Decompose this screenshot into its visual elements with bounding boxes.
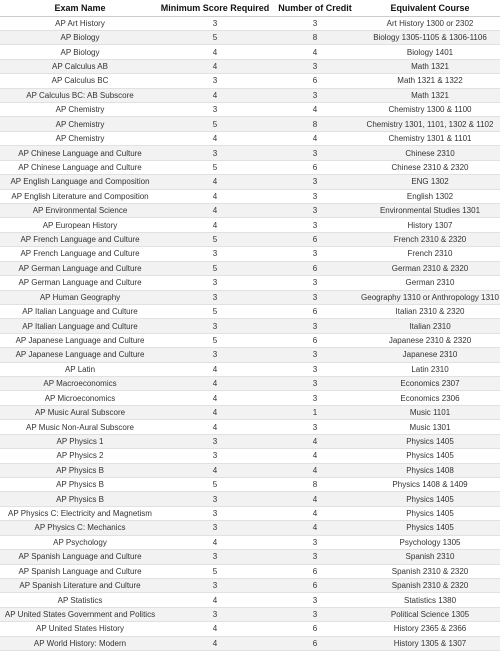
number-of-credit-cell: 3 (270, 88, 360, 102)
number-of-credit-cell: 3 (270, 607, 360, 621)
table-row (0, 30, 500, 44)
table-row (0, 247, 500, 261)
equivalent-course-cell: Geography 1310 or Anthropology 1310 (360, 290, 500, 304)
table-row (0, 319, 500, 333)
table-row (0, 377, 500, 391)
table-row (0, 506, 500, 520)
number-of-credit-cell: 4 (270, 506, 360, 520)
header-exam-name: Exam Name (0, 0, 160, 16)
minimum-score-cell: 4 (160, 377, 270, 391)
equivalent-course-cell: Environmental Studies 1301 (360, 203, 500, 217)
number-of-credit-cell: 8 (270, 117, 360, 131)
number-of-credit-cell: 3 (270, 175, 360, 189)
equivalent-course-cell: Chemistry 1301, 1101, 1302 & 1102 (360, 117, 500, 131)
number-of-credit-cell: 3 (270, 362, 360, 376)
number-of-credit-cell: 6 (270, 232, 360, 246)
exam-name-cell: AP French Language and Culture (0, 232, 160, 246)
minimum-score-cell: 3 (160, 434, 270, 448)
minimum-score-cell: 4 (160, 420, 270, 434)
exam-name-cell: AP Human Geography (0, 290, 160, 304)
exam-name-cell: AP German Language and Culture (0, 261, 160, 275)
table-row (0, 550, 500, 564)
table-row (0, 131, 500, 145)
table-row (0, 521, 500, 535)
table-row (0, 420, 500, 434)
exam-name-cell: AP Statistics (0, 593, 160, 607)
exam-name-cell: AP Italian Language and Culture (0, 304, 160, 318)
number-of-credit-cell: 3 (270, 391, 360, 405)
table-row (0, 88, 500, 102)
table-row (0, 463, 500, 477)
number-of-credit-cell: 6 (270, 304, 360, 318)
number-of-credit-cell: 6 (270, 636, 360, 650)
equivalent-course-cell: Math 1321 (360, 59, 500, 73)
table-row (0, 16, 500, 30)
table-row (0, 59, 500, 73)
number-of-credit-cell: 3 (270, 535, 360, 549)
equivalent-course-cell: Spanish 2310 & 2320 (360, 564, 500, 578)
table-row (0, 175, 500, 189)
exam-name-cell: AP German Language and Culture (0, 276, 160, 290)
table-row (0, 622, 500, 636)
exam-name-cell: AP Biology (0, 45, 160, 59)
table-row (0, 564, 500, 578)
minimum-score-cell: 5 (160, 304, 270, 318)
exam-name-cell: AP French Language and Culture (0, 247, 160, 261)
table-row (0, 362, 500, 376)
table-row (0, 607, 500, 621)
minimum-score-cell: 4 (160, 45, 270, 59)
minimum-score-cell: 3 (160, 348, 270, 362)
minimum-score-cell: 4 (160, 88, 270, 102)
number-of-credit-cell: 3 (270, 319, 360, 333)
exam-name-cell: AP Spanish Language and Culture (0, 550, 160, 564)
minimum-score-cell: 4 (160, 535, 270, 549)
minimum-score-cell: 4 (160, 189, 270, 203)
header-equivalent-course: Equivalent Course (360, 0, 500, 16)
exam-name-cell: AP Calculus BC: AB Subscore (0, 88, 160, 102)
equivalent-course-cell: Political Science 1305 (360, 607, 500, 621)
minimum-score-cell: 4 (160, 59, 270, 73)
minimum-score-cell: 5 (160, 160, 270, 174)
minimum-score-cell: 3 (160, 550, 270, 564)
equivalent-course-cell: German 2310 (360, 276, 500, 290)
minimum-score-cell: 4 (160, 593, 270, 607)
equivalent-course-cell: History 1307 (360, 218, 500, 232)
exam-name-cell: AP Calculus BC (0, 74, 160, 88)
table-row (0, 578, 500, 592)
equivalent-course-cell: Biology 1305-1105 & 1306-1106 (360, 30, 500, 44)
exam-name-cell: AP United States Government and Politics (0, 607, 160, 621)
number-of-credit-cell: 3 (270, 550, 360, 564)
number-of-credit-cell: 6 (270, 261, 360, 275)
number-of-credit-cell: 6 (270, 333, 360, 347)
header-number-of-credit: Number of Credit (270, 0, 360, 16)
equivalent-course-cell: Physics 1405 (360, 492, 500, 506)
number-of-credit-cell: 8 (270, 30, 360, 44)
exam-name-cell: AP Physics 2 (0, 449, 160, 463)
table-row (0, 218, 500, 232)
exam-name-cell: AP Chemistry (0, 131, 160, 145)
table-row (0, 449, 500, 463)
minimum-score-cell: 5 (160, 333, 270, 347)
equivalent-course-cell: Chemistry 1301 & 1101 (360, 131, 500, 145)
minimum-score-cell: 3 (160, 290, 270, 304)
table-row (0, 333, 500, 347)
exam-name-cell: AP Microeconomics (0, 391, 160, 405)
number-of-credit-cell: 3 (270, 377, 360, 391)
exam-name-cell: AP Chemistry (0, 103, 160, 117)
equivalent-course-cell: Physics 1405 (360, 521, 500, 535)
header-minimum-score: Minimum Score Required (160, 0, 270, 16)
minimum-score-cell: 3 (160, 103, 270, 117)
exam-name-cell: AP Japanese Language and Culture (0, 333, 160, 347)
minimum-score-cell: 4 (160, 405, 270, 419)
minimum-score-cell: 4 (160, 175, 270, 189)
equivalent-course-cell: Physics 1408 & 1409 (360, 478, 500, 492)
equivalent-course-cell: Physics 1405 (360, 449, 500, 463)
number-of-credit-cell: 3 (270, 146, 360, 160)
minimum-score-cell: 4 (160, 203, 270, 217)
table-row (0, 103, 500, 117)
number-of-credit-cell: 4 (270, 103, 360, 117)
table-row (0, 348, 500, 362)
equivalent-course-cell: History 2365 & 2366 (360, 622, 500, 636)
minimum-score-cell: 3 (160, 578, 270, 592)
exam-name-cell: AP Macroeconomics (0, 377, 160, 391)
equivalent-course-cell: Biology 1401 (360, 45, 500, 59)
exam-name-cell: AP Chemistry (0, 117, 160, 131)
minimum-score-cell: 3 (160, 247, 270, 261)
exam-name-cell: AP Environmental Science (0, 203, 160, 217)
number-of-credit-cell: 3 (270, 218, 360, 232)
table-row (0, 434, 500, 448)
equivalent-course-cell: Economics 2306 (360, 391, 500, 405)
equivalent-course-cell: ENG 1302 (360, 175, 500, 189)
table-row (0, 636, 500, 650)
table-row (0, 535, 500, 549)
minimum-score-cell: 3 (160, 607, 270, 621)
table-body (0, 16, 500, 651)
minimum-score-cell: 5 (160, 261, 270, 275)
exam-name-cell: AP Physics 1 (0, 434, 160, 448)
equivalent-course-cell: Music 1101 (360, 405, 500, 419)
equivalent-course-cell: Italian 2310 (360, 319, 500, 333)
equivalent-course-cell: Physics 1405 (360, 506, 500, 520)
table-row (0, 261, 500, 275)
table-header (0, 0, 500, 16)
number-of-credit-cell: 8 (270, 478, 360, 492)
equivalent-course-cell: Spanish 2310 (360, 550, 500, 564)
number-of-credit-cell: 4 (270, 463, 360, 477)
table-row (0, 405, 500, 419)
number-of-credit-cell: 3 (270, 247, 360, 261)
minimum-score-cell: 5 (160, 564, 270, 578)
minimum-score-cell: 4 (160, 636, 270, 650)
number-of-credit-cell: 3 (270, 593, 360, 607)
equivalent-course-cell: Italian 2310 & 2320 (360, 304, 500, 318)
exam-name-cell: AP Physics B (0, 463, 160, 477)
exam-name-cell: AP Calculus AB (0, 59, 160, 73)
table-row (0, 45, 500, 59)
number-of-credit-cell: 4 (270, 521, 360, 535)
exam-name-cell: AP Physics C: Mechanics (0, 521, 160, 535)
number-of-credit-cell: 3 (270, 189, 360, 203)
exam-name-cell: AP Biology (0, 30, 160, 44)
equivalent-course-cell: English 1302 (360, 189, 500, 203)
minimum-score-cell: 4 (160, 622, 270, 636)
equivalent-course-cell: Physics 1405 (360, 434, 500, 448)
table-row (0, 117, 500, 131)
exam-name-cell: AP Music Aural Subscore (0, 405, 160, 419)
equivalent-course-cell: Japanese 2310 & 2320 (360, 333, 500, 347)
number-of-credit-cell: 3 (270, 276, 360, 290)
equivalent-course-cell: Spanish 2310 & 2320 (360, 578, 500, 592)
number-of-credit-cell: 4 (270, 45, 360, 59)
number-of-credit-cell: 6 (270, 622, 360, 636)
equivalent-course-cell: Economics 2307 (360, 377, 500, 391)
header-row (0, 0, 500, 16)
number-of-credit-cell: 3 (270, 203, 360, 217)
table-row (0, 203, 500, 217)
minimum-score-cell: 4 (160, 362, 270, 376)
exam-name-cell: AP Physics C: Electricity and Magnetism (0, 506, 160, 520)
number-of-credit-cell: 3 (270, 16, 360, 30)
number-of-credit-cell: 3 (270, 59, 360, 73)
exam-name-cell: AP English Language and Composition (0, 175, 160, 189)
number-of-credit-cell: 6 (270, 74, 360, 88)
number-of-credit-cell: 6 (270, 160, 360, 174)
number-of-credit-cell: 6 (270, 564, 360, 578)
minimum-score-cell: 5 (160, 117, 270, 131)
table-row (0, 160, 500, 174)
minimum-score-cell: 5 (160, 232, 270, 246)
minimum-score-cell: 4 (160, 463, 270, 477)
table-row (0, 146, 500, 160)
equivalent-course-cell: Math 1321 & 1322 (360, 74, 500, 88)
exam-name-cell: AP Music Non-Aural Subscore (0, 420, 160, 434)
exam-name-cell: AP Latin (0, 362, 160, 376)
exam-name-cell: AP Psychology (0, 535, 160, 549)
table-row (0, 276, 500, 290)
equivalent-course-cell: Chinese 2310 & 2320 (360, 160, 500, 174)
equivalent-course-cell: French 2310 & 2320 (360, 232, 500, 246)
table-row (0, 304, 500, 318)
minimum-score-cell: 5 (160, 478, 270, 492)
exam-name-cell: AP Physics B (0, 478, 160, 492)
minimum-score-cell: 5 (160, 30, 270, 44)
exam-name-cell: AP United States History (0, 622, 160, 636)
minimum-score-cell: 3 (160, 74, 270, 88)
minimum-score-cell: 4 (160, 218, 270, 232)
equivalent-course-cell: German 2310 & 2320 (360, 261, 500, 275)
number-of-credit-cell: 3 (270, 290, 360, 304)
minimum-score-cell: 3 (160, 276, 270, 290)
minimum-score-cell: 3 (160, 16, 270, 30)
number-of-credit-cell: 3 (270, 420, 360, 434)
table-row (0, 232, 500, 246)
minimum-score-cell: 3 (160, 146, 270, 160)
table-row (0, 74, 500, 88)
exam-name-cell: AP Spanish Literature and Culture (0, 578, 160, 592)
equivalent-course-cell: Chinese 2310 (360, 146, 500, 160)
equivalent-course-cell: Psychology 1305 (360, 535, 500, 549)
number-of-credit-cell: 4 (270, 434, 360, 448)
exam-name-cell: AP Italian Language and Culture (0, 319, 160, 333)
exam-name-cell: AP European History (0, 218, 160, 232)
number-of-credit-cell: 4 (270, 492, 360, 506)
minimum-score-cell: 3 (160, 521, 270, 535)
table-row (0, 478, 500, 492)
exam-name-cell: AP World History: Modern (0, 636, 160, 650)
equivalent-course-cell: History 1305 & 1307 (360, 636, 500, 650)
table-row (0, 492, 500, 506)
minimum-score-cell: 3 (160, 449, 270, 463)
minimum-score-cell: 3 (160, 319, 270, 333)
equivalent-course-cell: French 2310 (360, 247, 500, 261)
exam-name-cell: AP Art History (0, 16, 160, 30)
equivalent-course-cell: Japanese 2310 (360, 348, 500, 362)
table-row (0, 593, 500, 607)
table-row (0, 391, 500, 405)
equivalent-course-cell: Latin 2310 (360, 362, 500, 376)
exam-name-cell: AP Chinese Language and Culture (0, 146, 160, 160)
minimum-score-cell: 3 (160, 506, 270, 520)
minimum-score-cell: 4 (160, 391, 270, 405)
minimum-score-cell: 3 (160, 492, 270, 506)
table-row (0, 290, 500, 304)
equivalent-course-cell: Chemistry 1300 & 1100 (360, 103, 500, 117)
equivalent-course-cell: Statistics 1380 (360, 593, 500, 607)
equivalent-course-cell: Music 1301 (360, 420, 500, 434)
number-of-credit-cell: 6 (270, 578, 360, 592)
minimum-score-cell: 4 (160, 131, 270, 145)
equivalent-course-cell: Art History 1300 or 2302 (360, 16, 500, 30)
equivalent-course-cell: Physics 1408 (360, 463, 500, 477)
exam-name-cell: AP English Literature and Composition (0, 189, 160, 203)
exam-name-cell: AP Physics B (0, 492, 160, 506)
number-of-credit-cell: 3 (270, 348, 360, 362)
exam-name-cell: AP Chinese Language and Culture (0, 160, 160, 174)
exam-name-cell: AP Japanese Language and Culture (0, 348, 160, 362)
number-of-credit-cell: 1 (270, 405, 360, 419)
number-of-credit-cell: 4 (270, 449, 360, 463)
number-of-credit-cell: 4 (270, 131, 360, 145)
equivalent-course-cell: Math 1321 (360, 88, 500, 102)
table-row (0, 189, 500, 203)
exam-name-cell: AP Spanish Language and Culture (0, 564, 160, 578)
